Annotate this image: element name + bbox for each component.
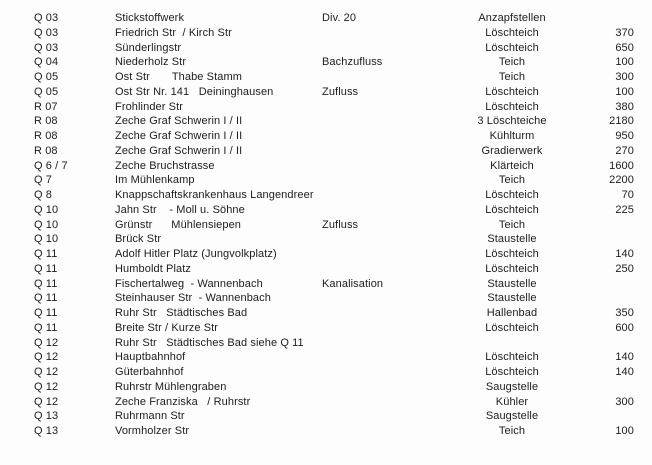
table-row: [34, 129, 634, 144]
capacity-value-cell: 70: [621, 189, 634, 201]
table-row: [34, 41, 634, 56]
location-name-cell: Fischertalweg - Wannenbach: [115, 277, 263, 290]
source-code-cell: Q 03: [34, 41, 59, 54]
facility-type-cell: Saugstelle: [485, 380, 539, 393]
source-code-cell: Q 04: [34, 56, 59, 69]
source-code-cell: Q 10: [34, 203, 59, 216]
source-code-cell: Q 11: [34, 321, 58, 334]
facility-type-cell: Löschteich: [485, 26, 539, 39]
inflow-note-cell: [322, 365, 432, 380]
inflow-note-cell: [322, 395, 432, 410]
capacity-value-cell: 270: [615, 144, 634, 157]
inflow-note-cell: [322, 306, 432, 321]
facility-type-cell: Löschteich: [485, 351, 539, 364]
table-row: [34, 365, 634, 380]
source-code-cell: Q 8: [34, 189, 53, 201]
source-code-cell: Q 12: [34, 366, 59, 378]
table-row: [34, 159, 634, 174]
table-row: [34, 247, 634, 262]
table-row: [34, 11, 634, 26]
capacity-value-cell: 350: [615, 307, 634, 319]
table-row: [34, 350, 634, 365]
table-row: [34, 291, 634, 306]
location-name-cell: Zeche Graf Schwerin I / II: [115, 130, 243, 142]
facility-type-cell: Staustelle: [487, 277, 537, 290]
table-row: [34, 188, 634, 203]
inflow-note-cell: [322, 70, 432, 85]
inflow-note-cell: [322, 409, 432, 424]
capacity-value-cell: [592, 291, 634, 306]
table-row: [34, 395, 634, 410]
facility-type-cell: Löschteich: [485, 248, 539, 260]
capacity-value-cell: 250: [615, 262, 634, 275]
location-name-cell: Ruhr Str Städtisches Bad siehe Q 11: [115, 336, 304, 349]
inflow-note-cell: Div. 20: [322, 12, 357, 24]
inflow-note-cell: Kanalisation: [322, 277, 384, 290]
capacity-value-cell: [592, 232, 634, 247]
capacity-value-cell: 100: [615, 56, 634, 69]
source-code-cell: Q 13: [34, 425, 59, 437]
facility-type-cell: Löschteich: [485, 366, 539, 378]
table-row: [34, 173, 634, 188]
inflow-note-cell: [322, 114, 432, 129]
source-code-cell: Q 10: [34, 233, 59, 246]
capacity-value-cell: 380: [615, 100, 634, 113]
facility-type-cell: Gradierwerk: [481, 144, 543, 157]
table-row: [34, 70, 634, 85]
source-code-cell: R 08: [34, 130, 58, 142]
source-code-cell: Q 10: [34, 218, 59, 231]
source-code-cell: Q 11: [34, 248, 58, 260]
facility-type-cell: Löschteich: [485, 262, 539, 275]
table-row: [34, 277, 634, 292]
inflow-note-cell: [322, 262, 432, 277]
inflow-note-cell: [322, 380, 432, 395]
capacity-value-cell: [592, 218, 634, 233]
inflow-note-cell: [322, 291, 432, 306]
capacity-value-cell: 650: [615, 41, 634, 54]
facility-type-cell: Hallenbad: [486, 307, 538, 319]
location-name-cell: Ost Str Thabe Stamm: [115, 71, 243, 83]
facility-type-cell: Löschteich: [485, 203, 539, 216]
capacity-value-cell: [592, 11, 634, 26]
source-code-cell: Q 12: [34, 336, 59, 349]
source-code-cell: Q 05: [34, 85, 59, 98]
inflow-note-cell: [322, 247, 432, 262]
inflow-note-cell: [322, 173, 432, 188]
location-name-cell: Ruhrmann Str: [115, 410, 185, 423]
capacity-value-cell: 2200: [609, 174, 634, 187]
capacity-value-cell: 600: [615, 321, 634, 334]
source-code-cell: Q 11: [34, 307, 58, 319]
inflow-note-cell: Zufluss: [322, 85, 359, 98]
capacity-value-cell: [592, 380, 634, 395]
location-name-cell: Stickstoffwerk: [115, 12, 185, 24]
table-row: [34, 144, 634, 159]
capacity-value-cell: [592, 409, 634, 424]
location-name-cell: Grünstr Mühlensiepen: [115, 218, 242, 231]
capacity-value-cell: 100: [615, 85, 634, 98]
inflow-note-cell: [322, 350, 432, 365]
location-name-cell: Ruhrstr Mühlengraben: [115, 380, 227, 393]
inflow-note-cell: [322, 159, 432, 174]
table-row: [34, 262, 634, 277]
source-code-cell: Q 12: [34, 351, 59, 364]
source-code-cell: Q 03: [34, 12, 59, 24]
inflow-note-cell: [322, 424, 432, 439]
capacity-value-cell: 100: [615, 425, 634, 437]
table-row: [34, 321, 634, 336]
facility-type-cell: Staustelle: [487, 233, 537, 246]
facility-type-cell: Löschteich: [485, 321, 539, 334]
location-name-cell: Zeche Franziska / Ruhrstr: [115, 395, 251, 408]
table-row: [34, 232, 634, 247]
facility-type-cell: Saugstelle: [485, 410, 539, 423]
inflow-note-cell: [322, 26, 432, 41]
inflow-note-cell: Bachzufluss: [322, 56, 383, 69]
location-name-cell: Zeche Graf Schwerin I / II: [115, 144, 243, 157]
location-name-cell: Ost Str Nr. 141 Deininghausen: [115, 85, 274, 98]
facility-type-cell: Staustelle: [487, 292, 537, 305]
source-code-cell: Q 12: [34, 380, 59, 393]
location-name-cell: Vormholzer Str: [115, 425, 190, 437]
source-code-cell: Q 13: [34, 410, 59, 423]
location-name-cell: Frohlinder Str: [115, 100, 184, 113]
capacity-value-cell: [592, 277, 634, 292]
table-row: [34, 424, 634, 439]
capacity-value-cell: 140: [615, 351, 634, 364]
source-code-cell: R 08: [34, 144, 58, 157]
inflow-note-cell: [322, 144, 432, 159]
inflow-note-cell: [322, 203, 432, 218]
capacity-value-cell: 300: [615, 71, 634, 83]
location-name-cell: Niederholz Str: [115, 56, 187, 69]
table-row: [34, 409, 634, 424]
capacity-value-cell: 300: [615, 395, 634, 408]
capacity-value-cell: 950: [615, 130, 634, 142]
source-code-cell: Q 12: [34, 395, 59, 408]
location-name-cell: Adolf Hitler Platz (Jungvolkplatz): [115, 248, 277, 260]
capacity-value-cell: 140: [615, 248, 634, 260]
location-name-cell: Im Mühlenkamp: [115, 174, 195, 187]
source-code-cell: R 08: [34, 115, 58, 128]
location-name-cell: Brück Str: [115, 233, 162, 246]
inflow-note-cell: Zufluss: [322, 218, 359, 231]
source-code-cell: Q 11: [34, 292, 58, 305]
facility-type-cell: Anzapfstellen: [478, 12, 546, 24]
table-row: [34, 218, 634, 233]
source-code-cell: Q 05: [34, 71, 59, 83]
table-row: [34, 100, 634, 115]
location-name-cell: Jahn Str - Moll u. Söhne: [115, 203, 245, 216]
capacity-value-cell: 370: [615, 26, 634, 39]
table-row: [34, 55, 634, 70]
facility-type-cell: Löschteich: [485, 189, 539, 201]
facility-type-cell: Teich: [498, 71, 526, 83]
facility-type-cell: Löschteich: [485, 100, 539, 113]
facility-type-cell: Klärteich: [490, 159, 534, 172]
source-code-cell: R 07: [34, 100, 58, 113]
location-name-cell: Humboldt Platz: [115, 262, 191, 275]
inflow-note-cell: [322, 188, 432, 203]
table-row: [34, 85, 634, 100]
capacity-value-cell: 140: [615, 366, 634, 378]
location-name-cell: Zeche Graf Schwerin I / II: [115, 115, 243, 128]
water-source-table: [34, 11, 634, 439]
facility-type-cell: Teich: [498, 56, 526, 69]
location-name-cell: Breite Str / Kurze Str: [115, 321, 219, 334]
capacity-value-cell: 1600: [609, 159, 634, 172]
table-row: [34, 203, 634, 218]
capacity-value-cell: [592, 336, 634, 351]
facility-type-cell: Teich: [498, 174, 526, 187]
location-name-cell: Zeche Bruchstrasse: [115, 159, 215, 172]
facility-type-cell: Kühlturm: [489, 130, 535, 142]
location-name-cell: Ruhr Str Städtisches Bad: [115, 307, 248, 319]
facility-type-cell: Löschteich: [485, 41, 539, 54]
location-name-cell: Steinhauser Str - Wannenbach: [115, 292, 271, 305]
inflow-note-cell: [322, 321, 432, 336]
table-row: [34, 336, 634, 351]
facility-type-cell: 3 Löschteiche: [477, 115, 547, 128]
facility-type-cell: Löschteich: [485, 85, 539, 98]
source-code-cell: Q 6 / 7: [34, 159, 68, 172]
facility-type-cell: [432, 336, 592, 351]
source-code-cell: Q 03: [34, 26, 59, 39]
table-row: [34, 114, 634, 129]
facility-type-cell: Teich: [498, 425, 526, 437]
location-name-cell: Hauptbahnhof: [115, 351, 186, 364]
inflow-note-cell: [322, 100, 432, 115]
inflow-note-cell: [322, 129, 432, 144]
inflow-note-cell: [322, 336, 432, 351]
table-row: [34, 380, 634, 395]
capacity-value-cell: 225: [615, 203, 634, 216]
facility-type-cell: Teich: [498, 218, 526, 231]
facility-type-cell: Kühler: [495, 395, 529, 408]
location-name-cell: Güterbahnhof: [115, 366, 184, 378]
location-name-cell: Knappschaftskrankenhaus Langendreer: [115, 189, 314, 201]
location-name-cell: Friedrich Str / Kirch Str: [115, 26, 232, 39]
inflow-note-cell: [322, 41, 432, 56]
source-code-cell: Q 11: [34, 277, 58, 290]
source-code-cell: Q 7: [34, 174, 53, 187]
table-row: [34, 306, 634, 321]
location-name-cell: Sünderlingstr: [115, 41, 182, 54]
inflow-note-cell: [322, 232, 432, 247]
source-code-cell: Q 11: [34, 262, 58, 275]
table-row: [34, 26, 634, 41]
capacity-value-cell: 2180: [609, 115, 634, 128]
